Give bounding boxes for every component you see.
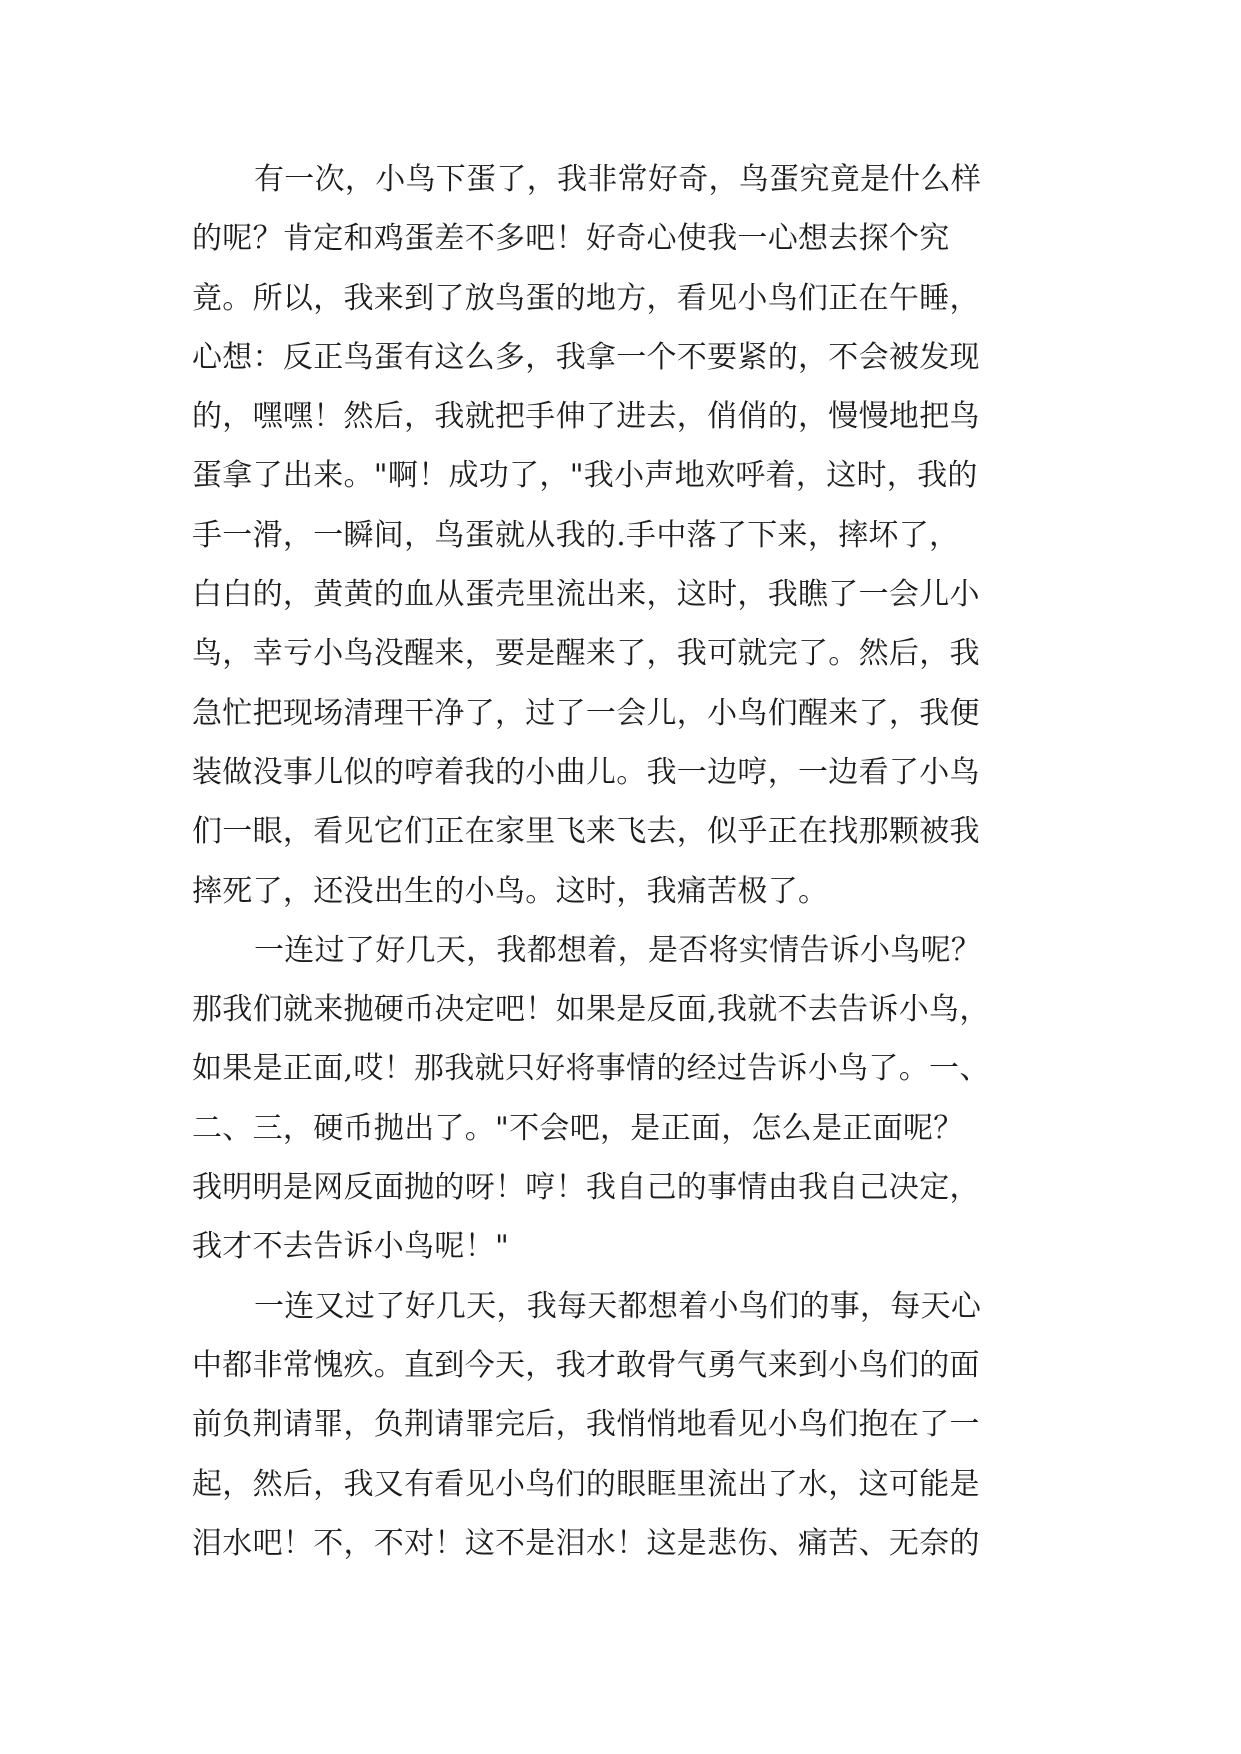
- text-line: 如果是正面,哎！那我就只好将事情的经过告诉小鸟了。一、: [192, 1051, 990, 1087]
- text-line: 竟。所以，我来到了放鸟蛋的地方，看见小鸟们正在午睡，: [192, 280, 980, 316]
- text-line: 的呢？肯定和鸡蛋差不多吧！好奇心使我一心想去探个究: [192, 221, 950, 257]
- text-line: 起，然后，我又有看见小鸟们的眼眶里流出了水，这可能是: [192, 1466, 980, 1502]
- document-body: [192, 157, 1052, 1580]
- text-line: 装做没事儿似的哼着我的小曲儿。我一边哼，一边看了小鸟: [192, 754, 980, 790]
- text-line: 那我们就来抛硬币决定吧！如果是反面,我就不去告诉小鸟，: [192, 992, 990, 1028]
- text-line: 中都非常愧疚。直到今天，我才敢骨气勇气来到小鸟们的面: [192, 1347, 980, 1383]
- text-line: 的，嘿嘿！然后，我就把手伸了进去，俏俏的，慢慢地把鸟: [192, 399, 980, 435]
- text-line: 前负荆请罪，负荆请罪完后，我悄悄地看见小鸟们抱在了一: [192, 1407, 980, 1443]
- text-line: 摔死了，还没出生的小鸟。这时，我痛苦极了。: [192, 873, 829, 909]
- text-line: 鸟，幸亏小鸟没醒来，要是醒来了，我可就完了。然后，我: [192, 636, 980, 672]
- text-line: 我才不去告诉小鸟呢！": [192, 1229, 510, 1265]
- text-line: 一连又过了好几天，我每天都想着小鸟们的事，每天心: [254, 1288, 982, 1324]
- text-line: 们一眼，看见它们正在家里飞来飞去，似乎正在找那颗被我: [192, 814, 980, 850]
- text-line: 心想：反正鸟蛋有这么多，我拿一个不要紧的，不会被发现: [192, 339, 980, 375]
- text-line: 泪水吧！不，不对！这不是泪水！这是悲伤、痛苦、无奈的: [192, 1525, 980, 1561]
- text-line: 手一滑，一瞬间，鸟蛋就从我的.手中落了下来，摔坏了，: [192, 517, 960, 553]
- text-line: 白白的，黄黄的血从蛋壳里流出来，这时，我瞧了一会儿小: [192, 577, 980, 613]
- text-line: 有一次，小鸟下蛋了，我非常好奇，鸟蛋究竟是什么样: [254, 162, 982, 197]
- text-line: 蛋拿了出来。"啊！成功了，"我小声地欢呼着，这时，我的: [192, 458, 978, 494]
- text-line: 一连过了好几天，我都想着，是否将实情告诉小鸟呢？: [254, 932, 982, 968]
- text-line: 二、三，硬币抛出了。"不会吧，是正面，怎么是正面呢？: [192, 1110, 964, 1146]
- text-line: 我明明是网反面抛的呀！哼！我自己的事情由我自己决定，: [192, 1170, 980, 1206]
- text-line: 急忙把现场清理干净了，过了一会儿，小鸟们醒来了，我便: [192, 695, 980, 731]
